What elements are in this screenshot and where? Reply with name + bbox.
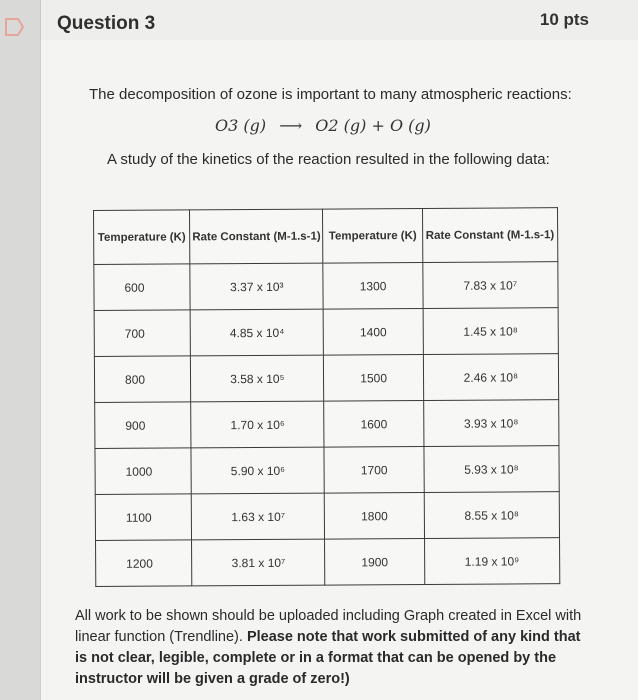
temperature-cell: 1500 [324, 354, 423, 401]
header-rate-constant-2: Rate Constant (M-1.s-1) [422, 208, 558, 263]
temperature-cell: 600 [94, 264, 190, 311]
rate-constant-cell: 1.45 x 10⁸ [423, 308, 559, 355]
rate-constant-cell: 3.93 x 10⁸ [423, 400, 559, 447]
equation-reactant: O3 (g) [215, 116, 267, 135]
chemical-equation [215, 116, 431, 135]
equation-arrow: ⟶ [279, 116, 303, 135]
rate-constant-cell: 1.63 x 10⁷ [191, 493, 325, 540]
question-points: 10 pts [539, 10, 589, 29]
temperature-cell: 1700 [324, 446, 423, 493]
instructions-normal: All work to be shown should be uploaded including Graph created in Excel with linear function (Trendline). [75, 608, 582, 645]
instructions-text [75, 606, 595, 690]
table-row [96, 538, 560, 587]
temperature-cell: 1900 [325, 538, 424, 585]
table-row [95, 400, 559, 449]
temperature-cell: 900 [95, 402, 191, 449]
rate-constant-cell: 1.70 x 10⁶ [191, 401, 325, 448]
temperature-cell: 1800 [325, 492, 424, 539]
rate-constant-cell: 4.85 x 10⁴ [190, 309, 324, 356]
table-header-row [94, 208, 558, 265]
header-rate-constant-1: Rate Constant (M-1.s-1) [190, 209, 324, 264]
question-header [40, 0, 638, 41]
study-text: A study of the kinetics of the reaction resulted in the following data: [107, 151, 550, 168]
table-row [94, 308, 558, 357]
kinetics-data-table [93, 207, 560, 587]
question-intro: The decomposition of ozone is important to many atmospheric reactions: [89, 86, 572, 103]
question-body [40, 40, 638, 700]
equation-product-1: O2 (g) [315, 116, 367, 135]
rate-constant-cell: 3.37 x 10³ [190, 263, 324, 310]
rate-constant-cell: 5.93 x 10⁸ [424, 446, 560, 493]
table-row [94, 354, 558, 403]
rate-constant-cell: 8.55 x 10⁸ [424, 492, 560, 539]
rate-constant-cell: 7.83 x 10⁷ [423, 262, 559, 309]
question-title: Question 3 [57, 13, 156, 34]
temperature-cell: 1100 [95, 494, 191, 541]
rate-constant-cell: 3.58 x 10⁵ [191, 355, 325, 402]
temperature-cell: 800 [94, 356, 190, 403]
temperature-cell: 1000 [95, 448, 191, 495]
table-row [95, 446, 559, 495]
rate-constant-cell: 1.19 x 10⁹ [424, 538, 560, 585]
temperature-cell: 700 [94, 310, 190, 357]
header-temperature-2: Temperature (K) [323, 208, 423, 263]
rate-constant-cell: 3.81 x 10⁷ [192, 539, 326, 586]
rate-constant-cell: 2.46 x 10⁸ [423, 354, 559, 401]
equation-plus: + [371, 116, 385, 135]
temperature-cell: 1400 [324, 308, 423, 355]
temperature-cell: 1200 [96, 540, 192, 587]
flag-icon[interactable] [4, 17, 26, 37]
temperature-cell: 1300 [323, 262, 422, 309]
table-row [94, 262, 558, 311]
temperature-cell: 1600 [324, 400, 423, 447]
instructions-bold: Please note that work submitted of any kind that is not clear, legible, complete or in a format that can be opened by the instructor will be given a grade of zero!) [75, 629, 581, 687]
header-temperature-1: Temperature (K) [94, 210, 191, 265]
equation-product-2: O (g) [389, 116, 431, 135]
rate-constant-cell: 5.90 x 10⁶ [191, 447, 325, 494]
table-row [95, 492, 559, 541]
